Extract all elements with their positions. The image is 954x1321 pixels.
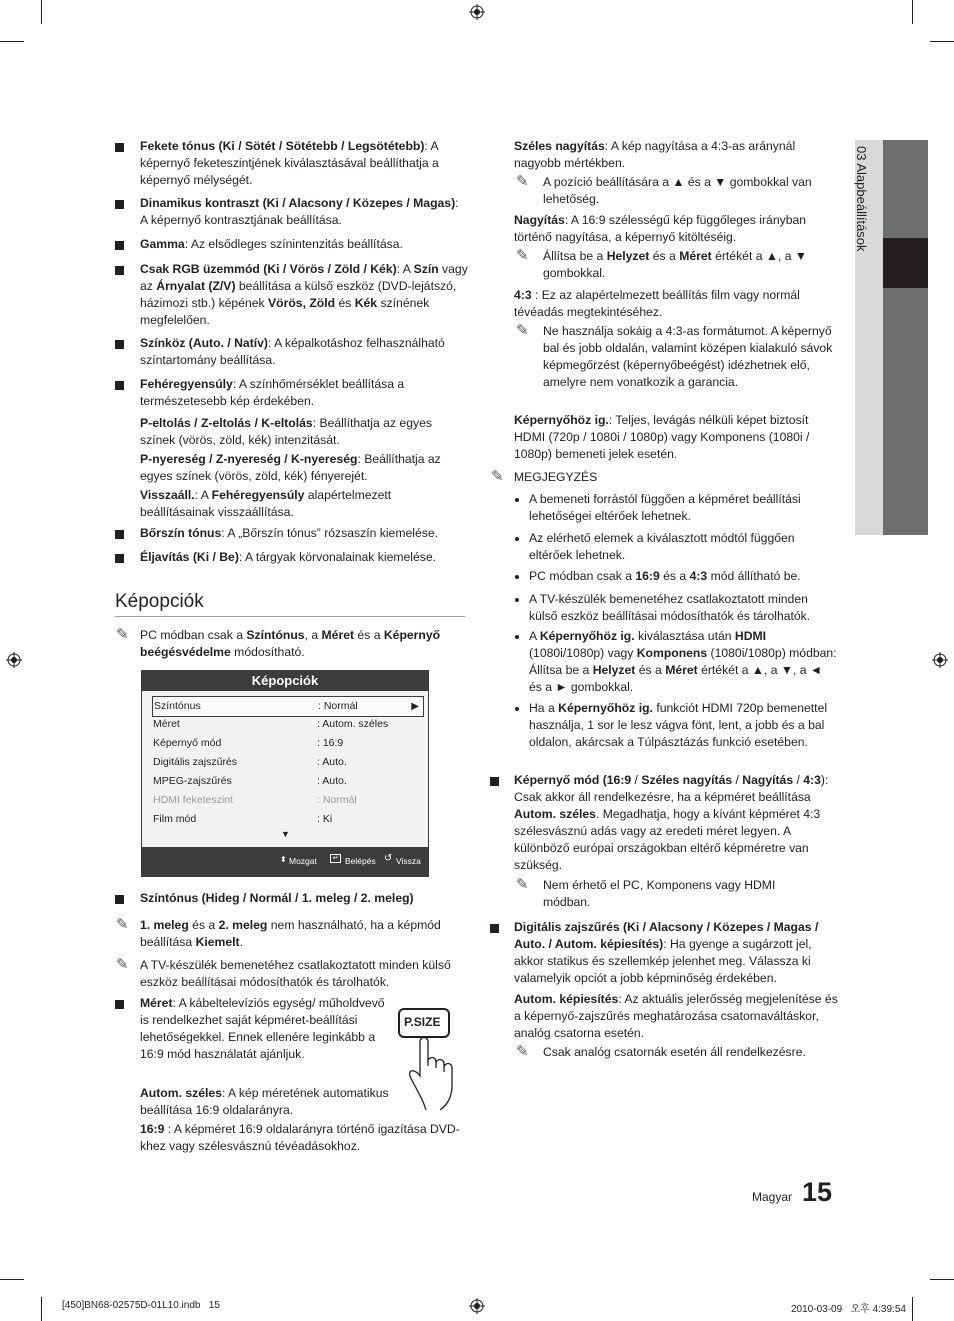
menu-item-mpeg-zajszures[interactable]: [152, 772, 422, 791]
page-number: 15: [802, 1177, 833, 1207]
note: Csak analóg csatornák esetén áll rendelkezésre.: [543, 1045, 806, 1059]
note-icon: ✎: [516, 173, 529, 190]
footer-move-label: Mozgat: [289, 856, 317, 866]
move-icon: ⬍: [280, 855, 287, 864]
sub-item: P-eltolás / Z-eltolás / K-eltolás: Beállíthatja az egyes színek (vörös, zöld, kék) intenzitását.: [140, 416, 432, 447]
menu-item-label: MPEG-zajszűrés: [153, 775, 232, 787]
side-tab-bar: [883, 140, 928, 238]
side-tab-marker: [883, 238, 928, 288]
crop-mark: [930, 41, 954, 42]
note-icon: ✎: [116, 916, 129, 933]
note-item: Ha a Képernyőhöz ig. funkciót HDMI 720p bemenettel használja, 1 sor le lesz vágva fönt, lent, a jobb és a bal oldalon, akárcsak a Túlpásztázás funkció esetében.: [529, 701, 828, 749]
menu-footer: [142, 847, 428, 876]
menu-item-value: : Ki: [317, 813, 333, 825]
registration-mark-icon: [6, 652, 22, 668]
menu-item-meret[interactable]: [152, 715, 422, 734]
registration-mark-icon: [469, 1298, 485, 1314]
bullet-icon: [115, 554, 124, 563]
bullet-icon: [115, 530, 124, 539]
list-item: Fehéregyensúly: A színhőmérséklet beállítása a természetesebb kép érdekében.: [140, 377, 405, 408]
list-item: Színtónus (Hideg / Normál / 1. meleg / 2. meleg): [140, 891, 414, 905]
footer-back-label: Vissza: [396, 856, 421, 866]
sub-item: Autom. képiesítés: Az aktuális jelerősség megjelenítése és a képernyő-zajszűrés meghatározása csatornaváltáskor, analóg csatorna esetén.: [514, 992, 838, 1040]
sub-item: 16:9 : A képméret 16:9 oldalarányra történő igazítása DVD-khez vagy szélesvásznú tévéadásokhoz.: [140, 1122, 460, 1153]
bullet-icon: [115, 1000, 124, 1009]
note: 1. meleg és a 2. meleg nem használható, ha a képmód beállítása Kiemelt.: [140, 918, 441, 949]
crop-mark: [41, 0, 42, 24]
note-icon: ✎: [116, 956, 129, 973]
menu-item-film-mod[interactable]: [152, 810, 422, 829]
menu-item-label: Méret: [153, 718, 180, 730]
list-item: Éljavítás (Ki / Be): A tárgyak körvonalainak kiemelése.: [140, 550, 437, 564]
psize-remote-illustration: [396, 1006, 468, 1110]
note: Nem érhető el PC, Komponens vagy HDMI módban.: [543, 878, 776, 909]
return-icon: ↺: [384, 853, 393, 864]
menu-item-hdmi-feketeszint: [152, 791, 422, 810]
psize-label: P.SIZE: [404, 1015, 441, 1029]
bullet-icon: [115, 241, 124, 250]
list-item: Dinamikus kontraszt (Ki / Alacsony / Közepes / Magas): A képernyő kontrasztjának beállítása.: [140, 196, 459, 227]
bullet-icon: [115, 143, 124, 152]
hand-pointer-icon: [396, 1006, 468, 1110]
arrow-right-icon: ▶: [411, 701, 419, 712]
note-item: Az elérhető elemek a kiválasztott módtól függően eltérőek lehetnek.: [529, 531, 795, 562]
note: Ne használja sokáig a 4:3-as formátumot. A képernyő bal és jobb oldalán, valamint középen kialakuló sávok képmegőrzést (képernyőbeégést) idézhetnek elő, amelyre nem vonatkozik a garancia.: [543, 324, 833, 389]
list-item: Gamma: Az elsődleges színintenzitás beállítása.: [140, 237, 403, 251]
crop-mark: [930, 1279, 954, 1280]
note-item: A bemeneti forrástól függően a képméret beállítási lehetőségei eltérőek lehetnek.: [529, 492, 801, 523]
sub-item: P-nyereség / Z-nyereség / K-nyereség: Beállíthatja az egyes színek (vörös, zöld, kék) fényerejét.: [140, 452, 441, 483]
menu-item-szintonus[interactable]: [152, 696, 424, 717]
picture-options-menu: [141, 670, 429, 877]
note-icon: ✎: [516, 322, 529, 339]
crop-mark: [912, 1297, 913, 1321]
bullet-dot-icon: [515, 575, 519, 579]
crop-mark: [912, 0, 913, 24]
crop-mark: [41, 1297, 42, 1321]
note: A TV-készülék bemenetéhez csatlakoztatott minden külső eszköz beállításai módosíthatók és tárolhatók.: [140, 958, 451, 989]
bullet-dot-icon: [515, 635, 519, 639]
sub-item: Autom. széles: A kép méretének automatikus beállítása 16:9 oldalarányra.: [140, 1086, 389, 1117]
list-item: Színköz (Auto. / Natív): A képalkotáshoz felhasználható színtartomány beállítása.: [140, 336, 445, 367]
bullet-icon: [115, 381, 124, 390]
registration-mark-icon: [469, 4, 485, 20]
note-icon: ✎: [116, 626, 129, 643]
sub-item: Képernyőhöz ig.: Teljes, levágás nélküli képet biztosít HDMI (720p / 1080i / 1080p) vagy Komponens (1080i / 1080p) bemeneti jelek esetén.: [514, 413, 810, 461]
menu-item-kepernyo-mod[interactable]: [152, 734, 422, 753]
list-item: Csak RGB üzemmód (Ki / Vörös / Zöld / Kék): A Szín vagy az Árnyalat (Z/V) beállítása a külső eszköz (DVD-lejátszó, házimozi stb.) képének Vörös, Zöld és Kék színének megfelelően.: [140, 262, 468, 327]
note-icon: ✎: [516, 247, 529, 264]
menu-item-value: : Normál: [318, 700, 358, 712]
scroll-down-icon[interactable]: ▼: [281, 829, 290, 839]
bullet-icon: [490, 777, 499, 786]
menu-item-digitalis-zajszures[interactable]: [152, 753, 422, 772]
note: A pozíció beállítására a ▲ és a ▼ gombokkal van lehetőség.: [543, 175, 812, 206]
bullet-dot-icon: [515, 498, 519, 502]
bullet-dot-icon: [515, 707, 519, 711]
crop-mark: [0, 1279, 24, 1280]
enter-icon: ↵: [330, 854, 341, 863]
list-item: Képernyő mód (16:9 / Széles nagyítás / Nagyítás / 4:3): Csak akkor áll rendelkezésre, ha a képméret beállítása Autom. széles. Megadhatja, hogy a kívánt képméret 4:3 szélesvásznú adás vagy az eredeti méret legyen. A különböző európai országokban eltérő képméretre van szükség.: [514, 773, 829, 872]
bullet-icon: [115, 895, 124, 904]
menu-item-label: Képernyő mód: [153, 737, 222, 749]
print-file-info: [450]BN68-02575D-01L10.indb 15: [62, 1300, 220, 1311]
note: PC módban csak a Színtónus, a Méret és a Képernyő beégésvédelme módosítható.: [140, 628, 441, 659]
menu-item-label: Színtónus: [154, 700, 201, 712]
notes-title: MEGJEGYZÉS: [514, 470, 598, 484]
list-item: Bőrszín tónus: A „Bőrszín tónus” rózsaszín kiemelése.: [140, 526, 439, 540]
print-timestamp: 2010-03-09 오후 4:39:54: [791, 1304, 906, 1315]
bullet-icon: [490, 924, 499, 933]
note: Állítsa be a Helyzet és a Méret értékét a ▲, a ▼ gombokkal.: [543, 249, 807, 280]
bullet-icon: [115, 200, 124, 209]
sub-item: Visszaáll.: A Fehéregyensúly alapértelmezett beállításainak visszaállítása.: [140, 488, 392, 519]
menu-item-value: : Auto.: [317, 756, 347, 768]
note-item: A TV-készülék bemenetéhez csatlakoztatott minden külső eszköz beállításai módosíthatók és tárolhatók.: [529, 592, 811, 623]
menu-item-value: : Normál: [317, 794, 357, 806]
menu-item-label: Film mód: [153, 813, 197, 825]
bullet-dot-icon: [515, 598, 519, 602]
menu-item-value: : Autom. széles: [317, 718, 389, 730]
list-item: Digitális zajszűrés (Ki / Alacsony / Közepes / Magas / Auto. / Autom. képiesítés): Ha gyenge a sugárzott jel, akkor statikus és szellemkép jelenhet meg. Válassza ki valamelyik opciót a jobb képminőség érdekében.: [514, 920, 819, 985]
crop-mark: [0, 41, 24, 42]
note-item: A Képernyőhöz ig. kiválasztása után HDMI (1080i/1080p) vagy Komponens (1080i/1080p) módban: Állítsa be a Helyzet és a Méret értékét a ▲, a ▼, a ◄ és a ► gombokkal.: [529, 629, 837, 694]
side-tab-label: 03 Alapbeállítások: [854, 146, 869, 252]
menu-item-value: : Auto.: [317, 775, 347, 787]
note-item: PC módban csak a 16:9 és a 4:3 mód állítható be.: [529, 569, 801, 583]
menu-title: Képopciók: [142, 671, 428, 691]
menu-item-value: : 16:9: [317, 737, 344, 749]
footer-enter-label: Belépés: [345, 856, 376, 866]
menu-item-label: Digitális zajszűrés: [153, 756, 238, 768]
bullet-icon: [115, 266, 124, 275]
list-item: Fekete tónus (Ki / Sötét / Sötétebb / Legsötétebb): A képernyő feketeszintjének kiválasztásával beállíthatja a képernyő mélységét.: [140, 139, 439, 187]
footer-language: Magyar: [752, 1190, 793, 1204]
bullet-dot-icon: [515, 537, 519, 541]
sub-item: 4:3 : Ez az alapértelmezett beállítás film vagy normál tévéadás megtekintéséhez.: [514, 288, 800, 319]
menu-item-label: HDMI feketeszint: [153, 794, 233, 806]
note-icon: ✎: [491, 468, 504, 485]
registration-mark-icon: [932, 652, 948, 668]
sub-item: Széles nagyítás: A kép nagyítása a 4:3-as aránynál nagyobb mértékben.: [514, 139, 796, 170]
sub-item: Nagyítás: A 16:9 szélességű kép függőleges irányban történő nagyítása, a képernyő kitöltéséig.: [514, 213, 807, 244]
section-heading: Képopciók: [115, 591, 204, 612]
list-item: Méret: A kábeltelevíziós egység/ műholdvevő is rendelkezhet saját képméret-beállítási lehetőségekkel. Ennek ellenére leginkább a 16:9 mód használatát ajánljuk.: [140, 996, 385, 1061]
section-rule: [115, 616, 465, 617]
note-icon: ✎: [516, 1043, 529, 1060]
side-tab-bar: [883, 288, 928, 535]
bullet-icon: [115, 340, 124, 349]
note-icon: ✎: [516, 876, 529, 893]
